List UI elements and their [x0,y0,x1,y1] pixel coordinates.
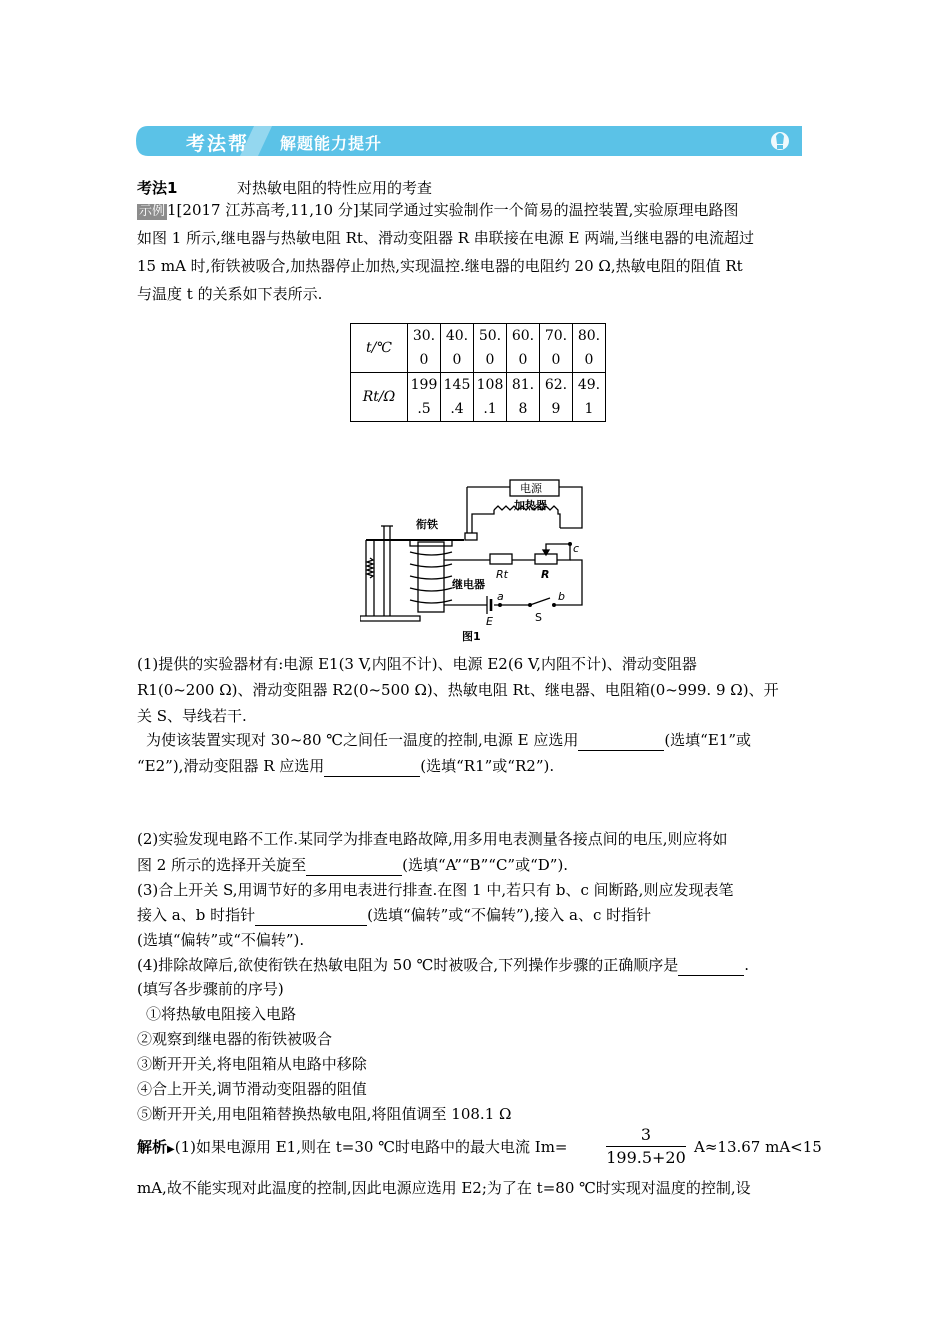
example-text-1: 1[2017 江苏高考,11,10 分]某同学通过实验制作一个简易的温控装置,实验原理电路图 [167,201,739,219]
table-row [351,324,606,373]
q1-line-4: 为使该装置实现对 30~80 ℃之间任一温度的控制,电源 E 应选用 (选填“E1”或 [146,731,752,749]
label-power: 电源 [520,482,542,495]
q4-line-1: (4)排除故障后,欲使衔铁在热敏电阻为 50 ℃时被吸合,下列操作步骤的正确顺序是 . [137,956,749,974]
example-line-4: 与温度 t 的关系如下表所示. [137,285,323,303]
q2-line-2: 图 2 所示的选择开关旋至 (选填“A”“B”“C”或“D”). [137,856,569,874]
q4-step: ①将热敏电阻接入电路 [146,1005,297,1023]
label-armature: 衔铁 [416,518,438,531]
label-c: c [573,542,580,555]
section-title: 对热敏电阻的特性应用的考查 [237,179,433,197]
circuit-diagram [360,478,600,644]
q1-line-5: “E2”),滑动变阻器 R 应选用 (选填“R1”或“R2”). [137,757,555,775]
q3-line-3: (选填“偏转”或“不偏转”). [137,931,305,949]
answer-blank[interactable] [678,955,744,976]
table-cell: 108 .1 [474,373,507,422]
analysis-line-1: 解析▶(1)如果电源用 E1,则在 t=30 ℃时电路中的最大电流 Im= [137,1138,568,1156]
label-s: S [535,611,542,624]
example-line-3: 15 mA 时,衔铁被吸合,加热器停止加热,实现温控.继电器的电阻约 20 Ω,热敏电阻的阻值 Rt [137,257,743,275]
answer-blank[interactable] [306,855,402,876]
triangle-icon: ▶ [167,1144,175,1155]
q4-step: ⑤断开开关,用电阻箱替换热敏电阻,将阻值调至 108.1 Ω [137,1105,512,1123]
section-label: 考法1 [137,179,178,197]
label-r: R [541,568,550,581]
table-cell: 30. 0 [408,324,441,373]
fraction-denominator: 199.5+20 [606,1148,686,1167]
example-line-1 [137,200,738,220]
q3-line-1: (3)合上开关 S,用调节好的多用电表进行排查.在图 1 中,若只有 b、c 间断路,则应发现表笔 [137,881,734,899]
table-header-t: t/℃ [351,324,408,373]
table-cell: 50. 0 [474,324,507,373]
q4-step: ③断开开关,将电阻箱从电路中移除 [137,1055,367,1073]
q1-line-1: (1)提供的实验器材有:电源 E1(3 V,内阻不计)、电源 E2(6 V,内阻不计)、滑动变阻器 [137,655,697,673]
example-line-2: 如图 1 所示,继电器与热敏电阻 Rt、滑动变阻器 R 串联接在电源 E 两端,当继电器的电流超过 [137,229,755,247]
table-cell: 145 .4 [441,373,474,422]
table-header-rt: Rt/Ω [351,373,408,422]
q2-line-1: (2)实验发现电路不工作.某同学为排查电路故障,用多用电表测量各接点间的电压,则应将如 [137,830,728,848]
table-cell: 49. 1 [573,373,606,422]
banner-title-right: 解题能力提升 [280,134,383,153]
label-a: a [497,590,504,603]
q4-line-2: (填写各步骤前的序号) [137,980,284,998]
figure-caption: 图1 [462,630,481,643]
label-relay: 继电器 [452,578,485,591]
q4-step: ④合上开关,调节滑动变阻器的阻值 [137,1080,367,1098]
table-cell: 60. 0 [507,324,540,373]
current-fraction [606,1125,686,1168]
analysis-label: 解析 [137,1138,168,1156]
table-row [351,373,606,422]
table-cell: 199 .5 [408,373,441,422]
label-rt: Rt [496,568,508,581]
table-cell: 62. 9 [540,373,573,422]
table-cell: 40. 0 [441,324,474,373]
answer-blank[interactable] [324,756,420,777]
label-e: E [486,615,493,628]
table-cell: 80. 0 [573,324,606,373]
analysis-line-2: mA,故不能实现对此温度的控制,因此电源应选用 E2;为了在 t=80 ℃时实现对温度的控制,设 [137,1179,751,1197]
q1-line-3: 关 S、导线若干. [137,707,247,725]
label-heater: 加热器 [514,499,547,512]
fraction-numerator: 3 [640,1125,652,1144]
label-b: b [558,590,565,603]
banner-title-left: 考法帮 [186,133,250,155]
q4-step: ②观察到继电器的衔铁被吸合 [137,1030,333,1048]
table-cell: 81. 8 [507,373,540,422]
answer-blank[interactable] [255,905,367,926]
analysis-line-1-tail: A≈13.67 mA<15 [694,1138,822,1156]
example-badge: 示例 [139,204,166,219]
table-cell: 70. 0 [540,324,573,373]
q3-line-2: 接入 a、b 时指针 (选填“偏转”或“不偏转”),接入 a、c 时指针 [137,906,652,924]
answer-blank[interactable] [578,730,664,751]
temperature-resistance-table [350,323,606,422]
q1-line-2: R1(0~200 Ω)、滑动变阻器 R2(0~500 Ω)、热敏电阻 Rt、继电器、电阻箱(0~999. 9 Ω)、开 [137,681,779,699]
section-heading [137,178,432,198]
